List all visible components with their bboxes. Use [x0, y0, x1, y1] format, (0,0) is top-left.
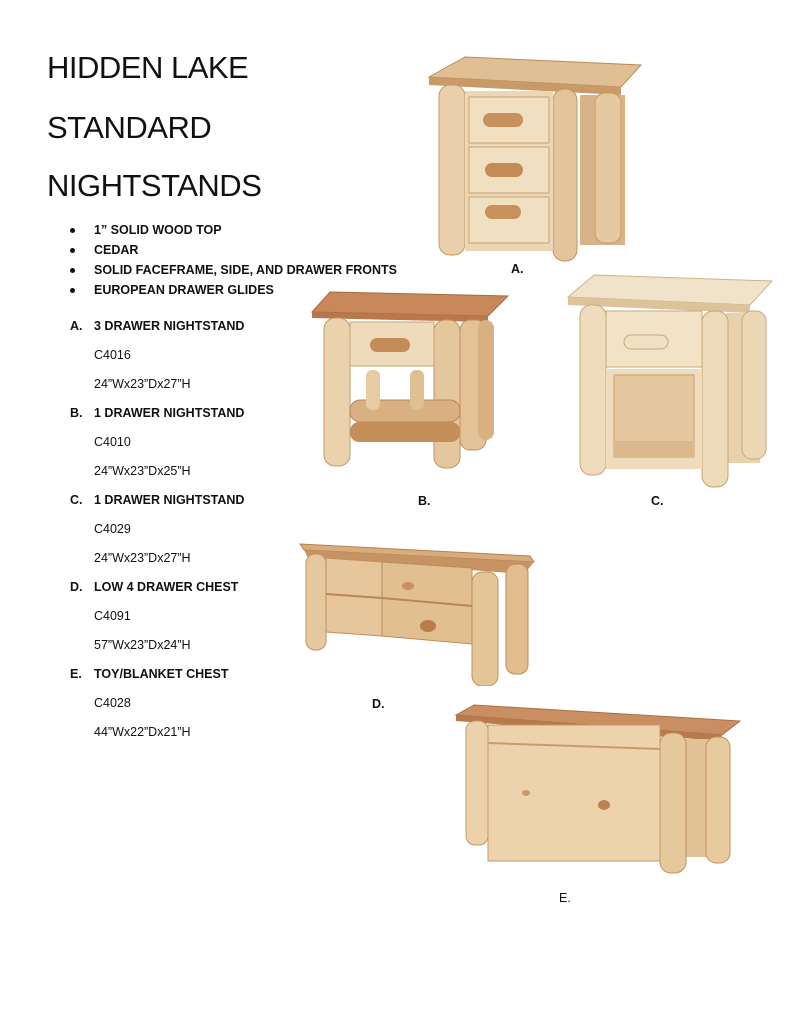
item-letter: B.	[70, 406, 83, 420]
item-letter: C.	[70, 493, 83, 507]
feature-item: 1” SOLID WOOD TOP	[68, 221, 397, 241]
title-line-3: NIGHTSTANDS	[47, 168, 262, 203]
photo-label-e: E.	[559, 891, 571, 905]
photo-toy-blanket-chest	[452, 703, 744, 879]
item-name: 1 DRAWER NIGHTSTAND	[94, 493, 245, 507]
item-c-dims: 24”Wx23”Dx27”H	[94, 551, 191, 565]
item-d-dims: 57”Wx23”Dx24”H	[94, 638, 191, 652]
item-e-code: C4028	[94, 696, 131, 710]
photo-label-d: D.	[372, 697, 385, 711]
photo-label-c: C.	[651, 494, 664, 508]
item-b-heading	[70, 406, 244, 420]
feature-item: SOLID FACEFRAME, SIDE, AND DRAWER FRONTS	[68, 261, 397, 281]
photo-3-drawer-nightstand	[425, 55, 645, 265]
item-b-code: C4010	[94, 435, 131, 449]
item-d-heading	[70, 580, 238, 594]
item-e-heading	[70, 667, 229, 681]
item-letter: E.	[70, 667, 82, 681]
item-name: 1 DRAWER NIGHTSTAND	[94, 406, 245, 420]
item-e-dims: 44”Wx22”Dx21”H	[94, 725, 191, 739]
item-letter: A.	[70, 319, 83, 333]
item-a-code: C4016	[94, 348, 131, 362]
item-d-code: C4091	[94, 609, 131, 623]
photo-1-drawer-cubby-nightstand	[566, 273, 774, 488]
item-letter: D.	[70, 580, 83, 594]
item-c-code: C4029	[94, 522, 131, 536]
photo-label-b: B.	[418, 494, 431, 508]
photo-1-drawer-open-nightstand	[310, 290, 510, 475]
feature-item: EUROPEAN DRAWER GLIDES	[68, 281, 397, 301]
title-line-1: HIDDEN LAKE	[47, 50, 249, 85]
photo-label-a: A.	[511, 262, 524, 276]
item-name: LOW 4 DRAWER CHEST	[94, 580, 239, 594]
item-c-heading	[70, 493, 244, 507]
feature-item: CEDAR	[68, 241, 397, 261]
feature-list	[68, 221, 397, 301]
item-a-heading	[70, 319, 244, 333]
photo-low-4-drawer-chest	[298, 536, 536, 686]
item-a-dims: 24”Wx23”Dx27”H	[94, 377, 191, 391]
item-name: 3 DRAWER NIGHTSTAND	[94, 319, 245, 333]
item-b-dims: 24”Wx23”Dx25”H	[94, 464, 191, 478]
title-line-2: STANDARD	[47, 110, 212, 145]
item-name: TOY/BLANKET CHEST	[94, 667, 229, 681]
